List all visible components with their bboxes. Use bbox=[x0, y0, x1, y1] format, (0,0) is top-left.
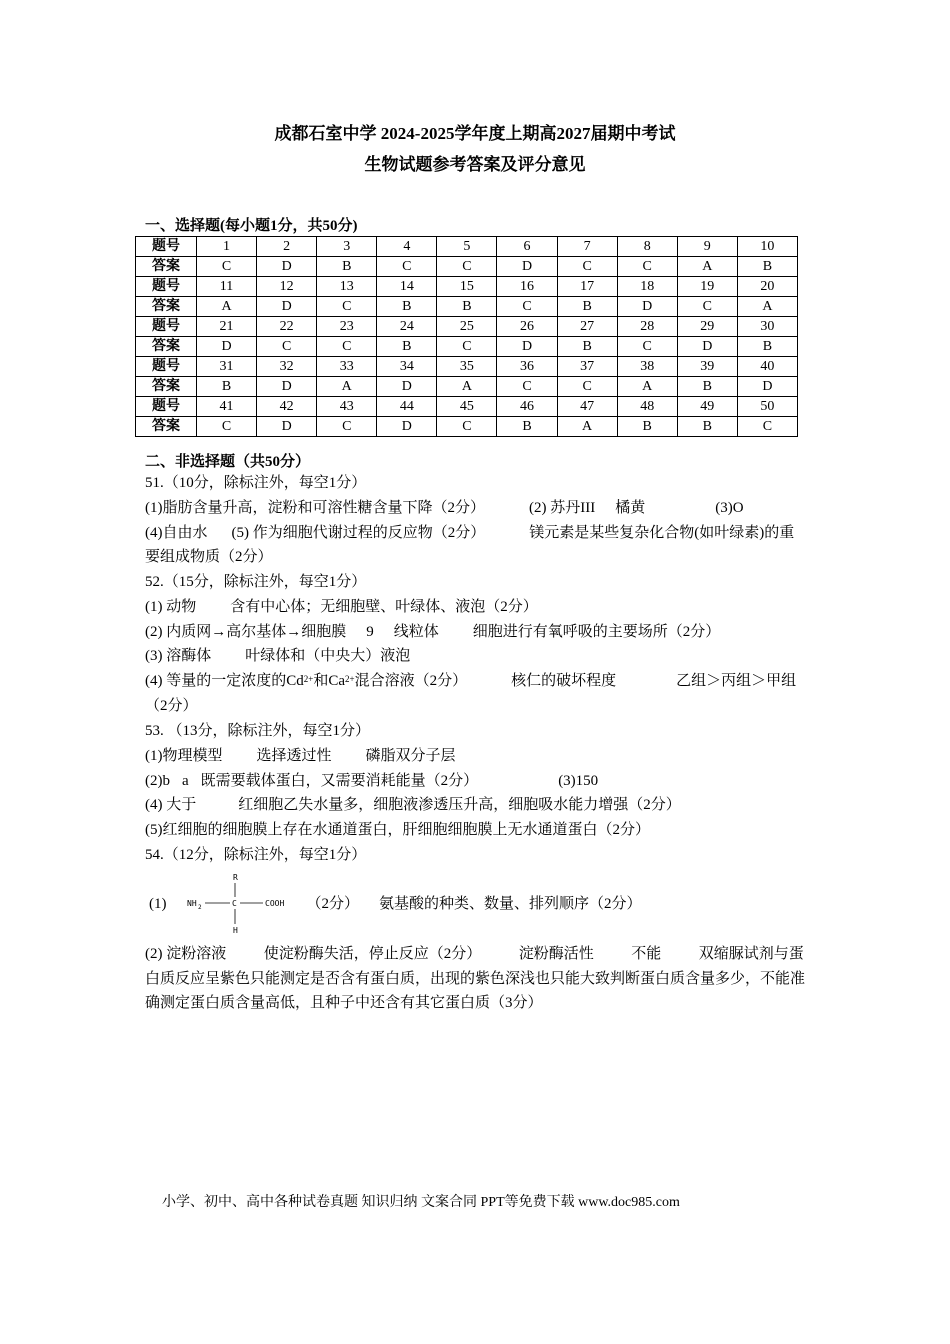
answer-cell: C bbox=[257, 337, 317, 357]
answer-cell: A bbox=[617, 377, 677, 397]
answer-row bbox=[136, 417, 798, 437]
q52-answer-1a: (1) 动物 bbox=[145, 598, 197, 615]
question-number-header: 题号 bbox=[136, 397, 197, 417]
question-number-cell: 37 bbox=[557, 357, 617, 377]
answer-cell: C bbox=[497, 377, 557, 397]
q52-answer-4a: (4) 等量的一定浓度的Cd bbox=[145, 673, 304, 690]
answer-cell: B bbox=[557, 337, 617, 357]
answer-cell: D bbox=[497, 257, 557, 277]
question-number-cell: 26 bbox=[497, 317, 557, 337]
struct-nh: NH bbox=[186, 899, 197, 909]
answer-cell: C bbox=[737, 417, 797, 437]
question-number-cell: 1 bbox=[197, 237, 257, 257]
answer-cell: D bbox=[197, 337, 257, 357]
answer-cell: D bbox=[257, 417, 317, 437]
answer-cell: C bbox=[437, 337, 497, 357]
question-number-cell: 41 bbox=[197, 397, 257, 417]
answer-cell: B bbox=[377, 337, 437, 357]
struct-h: H bbox=[232, 926, 238, 936]
question-number-cell: 3 bbox=[317, 237, 377, 257]
question-number-cell: 32 bbox=[257, 357, 317, 377]
q54-answer-1c: 氨基酸的种类、数量、排列顺序（2分） bbox=[379, 895, 642, 912]
answer-cell: D bbox=[377, 377, 437, 397]
q51-answer-3: (3)O bbox=[715, 499, 744, 516]
struct-c: C bbox=[231, 899, 237, 909]
q53-answer-2c: 既需要载体蛋白，又需要消耗能量（2分） bbox=[200, 772, 479, 789]
question-number-header: 题号 bbox=[136, 277, 197, 297]
q53-answer-1c: 磷脂双分子层 bbox=[365, 747, 456, 764]
answer-cell: C bbox=[437, 257, 497, 277]
question-number-row bbox=[136, 397, 798, 417]
answer-row bbox=[136, 337, 798, 357]
answer-cell: C bbox=[617, 257, 677, 277]
question-number-cell: 29 bbox=[677, 317, 737, 337]
question-number-cell: 19 bbox=[677, 277, 737, 297]
q52-line-2 bbox=[145, 620, 805, 645]
question-number-cell: 40 bbox=[737, 357, 797, 377]
q51-answer-5a: (5) 作为细胞代谢过程的反应物（2分） bbox=[231, 524, 486, 541]
q53-answer-1b: 选择透过性 bbox=[256, 747, 332, 764]
answer-cell: C bbox=[437, 417, 497, 437]
answer-cell: D bbox=[377, 417, 437, 437]
question-number-cell: 43 bbox=[317, 397, 377, 417]
answer-header: 答案 bbox=[136, 417, 197, 437]
q53-line-4: (5)红细胞的细胞膜上存在水通道蛋白，肝细胞细胞膜上无水通道蛋白（2分） bbox=[145, 822, 650, 839]
answer-cell: C bbox=[197, 257, 257, 277]
q52-heading: 52.（15分，除标注外，每空1分） bbox=[145, 574, 367, 590]
answer-row bbox=[136, 257, 798, 277]
answer-cell: C bbox=[557, 377, 617, 397]
question-51 bbox=[145, 471, 805, 570]
q53-answer-2b: a bbox=[182, 772, 189, 789]
q52-line-1 bbox=[145, 595, 805, 620]
section-2-heading: 二、非选择题（共50分） bbox=[145, 454, 311, 470]
question-number-header: 题号 bbox=[136, 317, 197, 337]
question-number-row bbox=[136, 237, 798, 257]
answer-cell: B bbox=[617, 417, 677, 437]
answer-cell: B bbox=[677, 417, 737, 437]
q53-answer-2a: (2)b bbox=[145, 772, 170, 789]
question-number-cell: 10 bbox=[737, 237, 797, 257]
question-number-row bbox=[136, 357, 798, 377]
answer-cell: B bbox=[197, 377, 257, 397]
answer-table bbox=[135, 236, 798, 437]
answer-cell: C bbox=[377, 257, 437, 277]
question-number-cell: 9 bbox=[677, 237, 737, 257]
answer-cell: D bbox=[257, 257, 317, 277]
q54-line-2: (2) 淀粉溶液 使淀粉酶失活，停止反应（2分） 淀粉酶活性 不能 双缩脲试剂与蛋白质反应呈紫色只能测定是否含有蛋白质，出现的紫色深浅也只能大致判断蛋白质含量多少，不能准确测定蛋白质含量高低，且种子中还含有其它蛋白质（3分） bbox=[145, 945, 806, 1012]
answer-cell: B bbox=[317, 257, 377, 277]
question-number-cell: 14 bbox=[377, 277, 437, 297]
q53-line-3 bbox=[145, 793, 805, 818]
question-number-cell: 12 bbox=[257, 277, 317, 297]
footer-ad: 小学、初中、高中各种试卷真题 知识归纳 文案合同 PPT等免费下载 www.doc985.com bbox=[162, 1195, 680, 1210]
question-number-cell: 20 bbox=[737, 277, 797, 297]
question-52 bbox=[145, 570, 805, 719]
struct-cooh: COOH bbox=[264, 899, 284, 909]
answer-cell: A bbox=[557, 417, 617, 437]
answer-cell: D bbox=[677, 337, 737, 357]
amino-acid-structure bbox=[185, 870, 297, 938]
question-number-cell: 39 bbox=[677, 357, 737, 377]
q52-answer-4c: 混合溶液（2分） bbox=[354, 673, 468, 690]
q51-line-1 bbox=[145, 496, 805, 521]
question-number-cell: 2 bbox=[257, 237, 317, 257]
question-number-cell: 35 bbox=[437, 357, 497, 377]
q51-heading: 51.（10分，除标注外，每空1分） bbox=[145, 475, 367, 491]
ca-charge: 2+ bbox=[345, 674, 355, 685]
question-number-cell: 22 bbox=[257, 317, 317, 337]
q51-answer-5b: 镁元素是某些复杂化合物(如叶绿素)的重要组成物质（2分） bbox=[145, 524, 795, 566]
question-number-cell: 8 bbox=[617, 237, 677, 257]
question-number-cell: 34 bbox=[377, 357, 437, 377]
question-number-cell: 7 bbox=[557, 237, 617, 257]
question-number-cell: 31 bbox=[197, 357, 257, 377]
answer-cell: B bbox=[737, 257, 797, 277]
question-number-cell: 45 bbox=[437, 397, 497, 417]
q51-answer-2a: (2) 苏丹III bbox=[529, 499, 596, 516]
question-number-cell: 44 bbox=[377, 397, 437, 417]
answer-cell: C bbox=[677, 297, 737, 317]
q52-line-4 bbox=[145, 669, 805, 719]
answer-row bbox=[136, 297, 798, 317]
question-number-cell: 17 bbox=[557, 277, 617, 297]
q51-answer-4: (4)自由水 bbox=[145, 524, 208, 541]
answer-cell: B bbox=[497, 417, 557, 437]
question-number-cell: 30 bbox=[737, 317, 797, 337]
question-number-cell: 4 bbox=[377, 237, 437, 257]
q52-answer-3b: 叶绿体和（中央大）液泡 bbox=[245, 648, 411, 665]
answer-cell: B bbox=[737, 337, 797, 357]
answer-cell: A bbox=[437, 377, 497, 397]
answer-cell: A bbox=[317, 377, 377, 397]
q53-line-2 bbox=[145, 769, 805, 794]
answer-cell: D bbox=[257, 377, 317, 397]
answer-cell: D bbox=[617, 297, 677, 317]
answer-cell: C bbox=[317, 417, 377, 437]
answer-cell: C bbox=[317, 337, 377, 357]
q53-line-1 bbox=[145, 744, 805, 769]
title-line-1: 成都石室中学 2024-2025学年度上期高2027届期中考试 bbox=[274, 124, 676, 143]
answer-header: 答案 bbox=[136, 297, 197, 317]
question-number-cell: 21 bbox=[197, 317, 257, 337]
answer-cell: D bbox=[737, 377, 797, 397]
answer-cell: A bbox=[197, 297, 257, 317]
question-number-cell: 13 bbox=[317, 277, 377, 297]
q53-answer-4a: (4) 大于 bbox=[145, 797, 197, 814]
question-number-cell: 28 bbox=[617, 317, 677, 337]
question-number-cell: 16 bbox=[497, 277, 557, 297]
question-number-cell: 25 bbox=[437, 317, 497, 337]
answer-cell: C bbox=[557, 257, 617, 277]
title-line-2: 生物试题参考答案及评分意见 bbox=[364, 155, 586, 174]
struct-r: R bbox=[232, 873, 238, 883]
question-number-header: 题号 bbox=[136, 237, 197, 257]
q51-answer-1: (1)脂肪含量升高，淀粉和可溶性糖含量下降（2分） bbox=[145, 499, 485, 516]
answer-cell: D bbox=[497, 337, 557, 357]
q52-answer-3a: (3) 溶酶体 bbox=[145, 648, 212, 665]
question-number-cell: 18 bbox=[617, 277, 677, 297]
question-number-cell: 46 bbox=[497, 397, 557, 417]
struct-nh-sub: 2 bbox=[197, 904, 202, 912]
q54-answer-1b: （2分） bbox=[306, 895, 360, 912]
answer-cell: C bbox=[197, 417, 257, 437]
answer-cell: A bbox=[677, 257, 737, 277]
section-1-heading: 一、选择题(每小题1分，共50分) bbox=[145, 218, 358, 234]
q52-answer-2b: 9 bbox=[366, 623, 374, 640]
cd-charge: 2+ bbox=[303, 674, 314, 685]
q52-answer-4e: 乙组＞丙组＞甲组（2分） bbox=[145, 673, 797, 714]
q54-line-1 bbox=[145, 868, 805, 940]
question-number-cell: 49 bbox=[677, 397, 737, 417]
q54-heading: 54.（12分，除标注外，每空1分） bbox=[145, 847, 367, 863]
q52-answer-2a: (2) 内质网→高尔基体→细胞膜 bbox=[145, 623, 347, 640]
q53-heading: 53. （13分，除标注外，每空1分） bbox=[145, 723, 371, 739]
q53-answer-4b: 红细胞乙失水量多，细胞液渗透压升高，细胞吸水能力增强（2分） bbox=[238, 797, 681, 814]
q52-answer-2c: 线粒体 bbox=[393, 623, 439, 640]
question-number-row bbox=[136, 317, 798, 337]
q52-answer-2d: 细胞进行有氧呼吸的主要场所（2分） bbox=[472, 623, 721, 640]
answer-cell: B bbox=[557, 297, 617, 317]
question-number-cell: 23 bbox=[317, 317, 377, 337]
q52-line-3 bbox=[145, 644, 805, 669]
question-number-cell: 11 bbox=[197, 277, 257, 297]
question-number-cell: 6 bbox=[497, 237, 557, 257]
answer-row bbox=[136, 377, 798, 397]
question-number-row bbox=[136, 277, 798, 297]
q52-answer-4d: 核仁的破坏程度 bbox=[511, 673, 617, 690]
question-number-cell: 15 bbox=[437, 277, 497, 297]
answer-cell: B bbox=[677, 377, 737, 397]
answer-header: 答案 bbox=[136, 257, 197, 277]
question-53 bbox=[145, 719, 805, 843]
question-number-cell: 48 bbox=[617, 397, 677, 417]
answer-cell: C bbox=[317, 297, 377, 317]
answer-cell: C bbox=[617, 337, 677, 357]
answer-cell: D bbox=[257, 297, 317, 317]
answer-cell: B bbox=[437, 297, 497, 317]
question-number-cell: 47 bbox=[557, 397, 617, 417]
answer-header: 答案 bbox=[136, 377, 197, 397]
question-number-cell: 5 bbox=[437, 237, 497, 257]
q53-answer-1a: (1)物理模型 bbox=[145, 747, 223, 764]
q51-line-2 bbox=[145, 521, 805, 571]
question-number-cell: 42 bbox=[257, 397, 317, 417]
answer-cell: B bbox=[377, 297, 437, 317]
question-number-cell: 50 bbox=[737, 397, 797, 417]
answer-cell: A bbox=[737, 297, 797, 317]
q54-answer-1a: (1) bbox=[149, 895, 167, 912]
question-number-cell: 33 bbox=[317, 357, 377, 377]
question-number-header: 题号 bbox=[136, 357, 197, 377]
answer-cell: C bbox=[497, 297, 557, 317]
q53-answer-3: (3)150 bbox=[558, 772, 599, 789]
q52-answer-1b: 含有中心体；无细胞壁、叶绿体、液泡（2分） bbox=[230, 598, 538, 615]
question-54 bbox=[145, 843, 805, 1016]
answer-header: 答案 bbox=[136, 337, 197, 357]
question-number-cell: 38 bbox=[617, 357, 677, 377]
question-number-cell: 24 bbox=[377, 317, 437, 337]
q52-answer-4b: 和Ca bbox=[313, 673, 345, 690]
q51-answer-2b: 橘黄 bbox=[615, 499, 646, 516]
question-number-cell: 27 bbox=[557, 317, 617, 337]
question-number-cell: 36 bbox=[497, 357, 557, 377]
